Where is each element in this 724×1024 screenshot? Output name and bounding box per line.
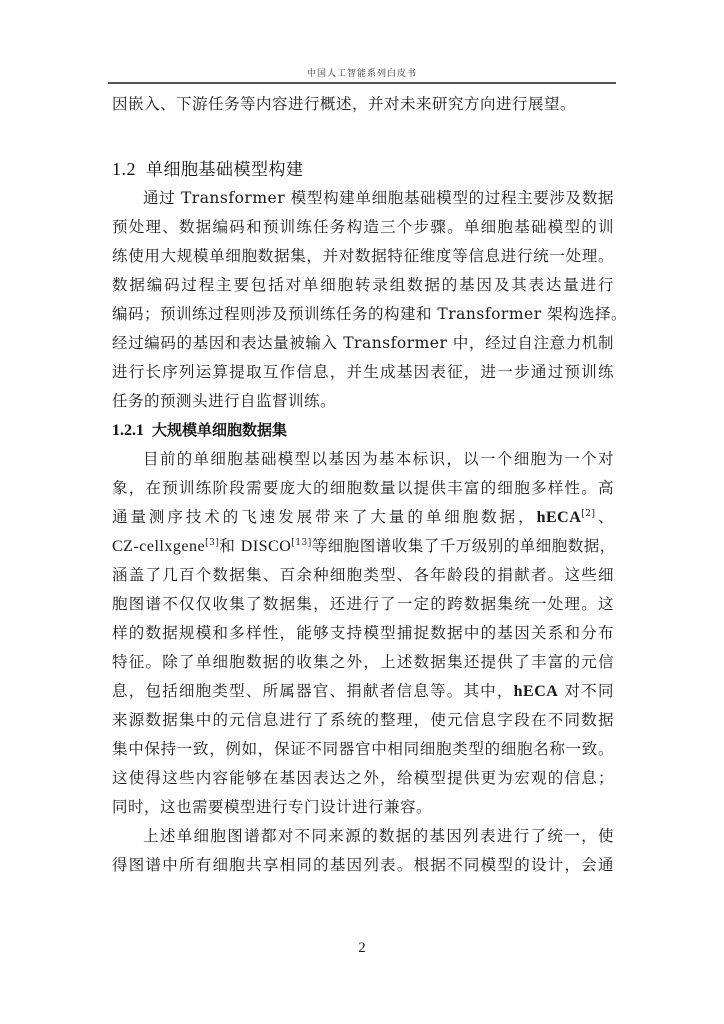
paragraph-line: 练使用大规模单细胞数据集，并对数据特征维度等信息进行统一处理。 [112,247,614,265]
text-span: 息，包括细胞类型、所属器官、捐献者信息等。其中， [112,682,514,700]
intro-line: 因嵌入、下游任务等内容进行概述，并对未来研究方向进行展望。 [112,95,577,113]
text-span: 对不同 [558,682,614,700]
paragraph-line: 集中保持一致，例如，保证不同器官中相同细胞类型的细胞名称一致。 [112,740,614,758]
paragraph-line: 同时，这也需要模型进行专门设计进行兼容。 [112,798,433,816]
paragraph-line [112,677,614,706]
paragraph-line: 任务的预测头进行自监督训练。 [112,392,337,410]
paragraph-line: 得图谱中所有细胞共享相同的基因列表。根据不同模型的设计，会通 [112,856,614,874]
paragraph-line [112,503,614,532]
cz-cellxgene-term: CZ-cellxgene [112,538,206,555]
page-body [112,90,628,880]
section-title: 单细胞基础模型构建 [146,160,304,180]
paragraph-line: 象，在预训练阶段需要庞大的细胞数量以提供丰富的细胞多样性。高 [112,479,614,497]
text-span: 、 [595,508,614,526]
subsection-paragraph-2 [112,822,614,880]
citation-ref[interactable]: [2] [581,509,596,519]
header-rule [108,82,616,84]
paragraph-line [112,532,614,561]
disco-term: DISCO [240,538,292,555]
paragraph-line: 编码；预训练过程则涉及预训练任务的构建和 Transformer 架构选择。 [112,305,628,323]
citation-ref[interactable]: [3] [205,538,220,548]
paragraph-line: 胞图谱不仅仅收集了数据集，还进行了一定的跨数据集统一处理。这 [112,595,614,613]
paragraph-line: 涵盖了几百个数据集、百余种细胞类型、各年龄段的捐献者。这些细 [112,566,614,584]
paragraph-line: 经过编码的基因和表达量被输入 Transformer 中，经过自注意力机制 [112,334,614,352]
text-span: 通量测序技术的飞速发展带来了大量的单细胞数据， [112,508,537,526]
page-number: 2 [358,940,366,956]
hECA-term: hECA [536,509,582,526]
paragraph-line: 数据编码过程主要包括对单细胞转录组数据的基因及其表达量进行 [112,276,614,294]
paragraph-line: 这使得这些内容能够在基因表达之外，给模型提供更为宏观的信息； [112,769,614,787]
paragraph-line: 预处理、数据编码和预训练任务构造三个步骤。单细胞基础模型的训 [112,218,614,236]
subsection-heading [112,416,614,445]
text-span: 和 [219,537,241,555]
paragraph-line: 通过 Transformer 模型构建单细胞基础模型的过程主要涉及数据 [143,189,614,207]
section-paragraph [112,184,628,416]
running-header: 中国人工智能系列白皮书 [306,69,417,79]
paragraph-line: 目前的单细胞基础模型以基因为基本标识，以一个细胞为一个对 [143,450,614,468]
subsection-paragraph-1 [112,445,614,822]
paragraph-line: 特征。除了单细胞数据的收集之外，上述数据集还提供了丰富的元信 [112,653,614,671]
section-heading [112,154,614,184]
subsection-number: 1.2.1 [112,422,144,439]
paragraph-line: 上述单细胞图谱都对不同来源的数据的基因列表进行了统一，使 [143,827,614,845]
section-number: 1.2 [112,159,136,179]
paragraph-line: 来源数据集中的元信息进行了系统的整理，使元信息字段在不同数据 [112,711,614,729]
citation-ref[interactable]: [13] [291,538,312,548]
paragraph-line: 进行长序列运算提取互作信息，并生成基因表征，进一步通过预训练 [112,363,614,381]
hECA-term: hECA [513,683,559,700]
subsection-title: 大规模单细胞数据集 [152,421,288,439]
paragraph-line: 样的数据规模和多样性，能够支持模型捕捉数据中的基因关系和分布 [112,624,614,642]
text-span: 等细胞图谱收集了千万级别的单细胞数据， [311,537,616,555]
